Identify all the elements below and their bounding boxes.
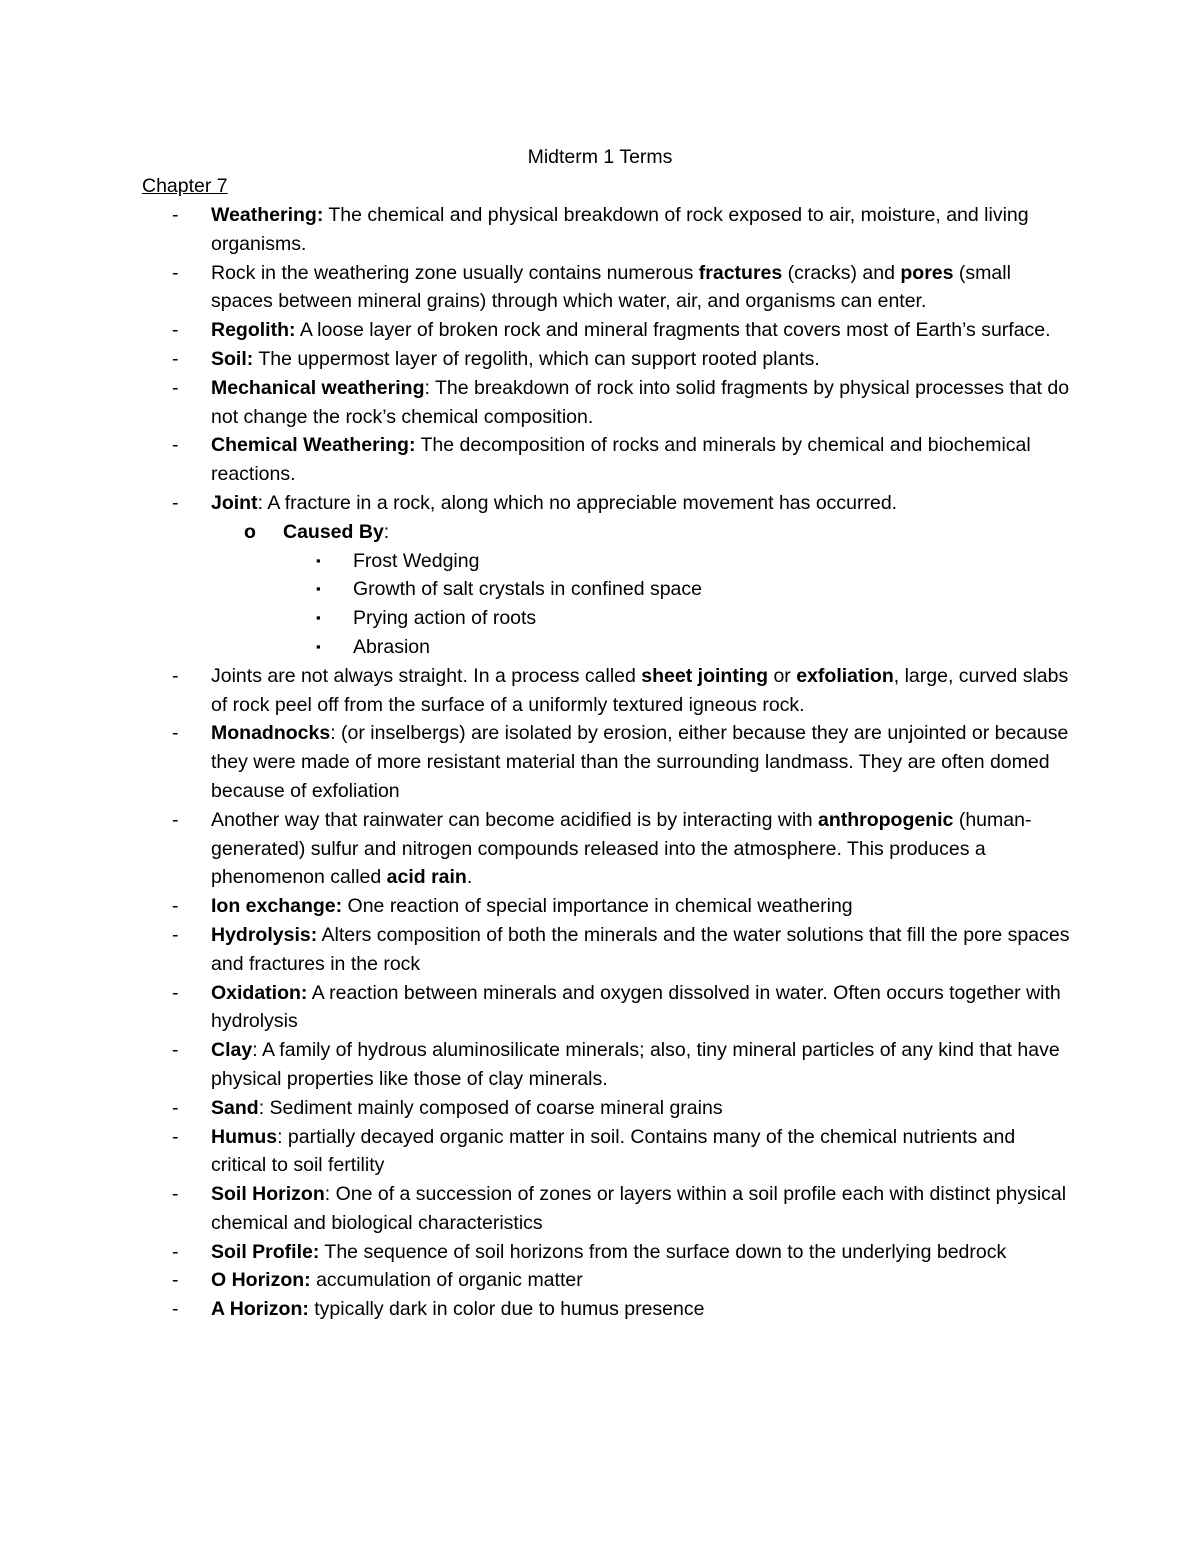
list-item [0,1180,1200,1238]
dash-bullet: - [172,319,179,342]
term-definition: typically dark in color due to humus presence [308,1298,705,1321]
item-text [211,201,1071,259]
item-text [211,1266,1071,1295]
square-bullet: ▪ [316,610,321,626]
text-segment: (human-generated) sulfur and nitrogen compounds released into the atmosphere. This produces a phenomenon called [211,808,1032,889]
dash-bullet: - [172,923,179,946]
term-definition: : The breakdown of rock into solid fragments by physical processes that do not change the rock’s chemical composition. [211,376,1070,428]
term-label: Monadnocks [211,722,331,745]
circle-bullet: o [244,520,256,543]
dash-bullet: - [172,981,179,1004]
item-text [211,316,1071,345]
term-label: Oxidation: [211,981,308,1004]
list-item [0,489,1200,518]
item-text [211,806,1071,892]
list-item [0,979,1200,1037]
item-text: Frost Wedging [353,549,480,572]
list-item [0,201,1200,259]
bold-term: anthropogenic [817,808,954,831]
dash-bullet: - [172,347,179,370]
item-text [211,489,1071,518]
item-text [211,431,1071,489]
chapter-heading: Chapter 7 [142,175,228,197]
term-definition: One reaction of special importance in chemical weathering [342,895,853,918]
dash-bullet: - [172,491,179,514]
square-bullet: ▪ [316,638,321,654]
list-item [0,1295,1200,1324]
term-label: Soil Horizon [211,1183,325,1206]
term-definition: The decomposition of rocks and minerals by chemical and biochemical reactions. [211,434,1031,486]
item-text [211,662,1071,720]
text-segment: (cracks) and [782,261,901,284]
item-text [211,1123,1071,1181]
dash-bullet: - [172,376,179,399]
list-item [0,719,1200,805]
item-text [211,1036,1071,1094]
text-segment: . [466,866,473,889]
list-item [0,662,1200,720]
dash-bullet: - [172,1096,179,1119]
bold-term: acid rain [386,866,467,889]
item-text [211,892,1071,921]
dash-bullet: - [172,434,179,457]
dash-bullet: - [172,1183,179,1206]
term-list [0,201,1200,1324]
term-definition: : A fracture in a rock, along which no appreciable movement has occurred. [257,491,898,514]
item-text: Growth of salt crystals in confined space [353,578,702,601]
item-text [211,921,1071,979]
term-definition: The uppermost layer of regolith, which can support rooted plants. [253,347,820,370]
item-text: Prying action of roots [353,607,537,630]
list-item [0,1238,1200,1267]
term-definition: The chemical and physical breakdown of rock exposed to air, moisture, and living organisms. [211,204,1029,255]
item-text [211,979,1071,1037]
list-item [0,316,1200,345]
term-definition: A reaction between minerals and oxygen dissolved in water. Often occurs together with hydrolysis [211,981,1061,1033]
item-text [211,1295,1071,1324]
dash-bullet: - [172,1269,179,1292]
bold-term: fractures [698,261,783,284]
square-bullet: ▪ [316,581,321,597]
text-segment: Joints are not always straight. In a process called [211,664,642,687]
term-label: Caused By [283,520,384,543]
dash-bullet: - [172,664,179,687]
term-definition: : A family of hydrous aluminosilicate minerals; also, tiny mineral particles of any kind that have physical properties like those of clay minerals. [211,1039,1060,1090]
list-item [0,1094,1200,1123]
bold-term: pores [900,261,954,284]
term-label: O Horizon: [211,1269,311,1292]
text-segment: or [768,664,797,687]
term-label: Soil Profile: [211,1240,320,1263]
term-definition: : (or inselbergs) are isolated by erosion, either because they are unjointed or because they were made of more resistant material than the surrounding landmass. They are often domed because of exfoliation [211,722,1069,802]
sub-sub-list-item [0,604,1200,633]
term-label: Humus [211,1125,278,1148]
dash-bullet: - [172,204,179,226]
list-item [0,1123,1200,1181]
term-label: Clay [211,1039,253,1062]
dash-bullet: - [172,1240,179,1263]
item-text [211,1094,1071,1123]
term-label: Soil: [211,347,254,370]
list-item [0,1266,1200,1295]
list-item [0,892,1200,921]
list-item [0,374,1200,432]
term-definition: accumulation of organic matter [310,1269,583,1292]
term-definition: A loose layer of broken rock and mineral fragments that covers most of Earth’s surface. [295,319,1051,342]
list-item [0,1036,1200,1094]
item-text [283,518,1063,547]
term-label: A Horizon: [211,1298,309,1321]
dash-bullet: - [172,722,179,745]
term-label: Mechanical weathering [211,376,425,399]
item-text [211,259,1071,317]
term-definition: The sequence of soil horizons from the surface down to the underlying bedrock [319,1240,1007,1263]
list-item [0,431,1200,489]
sub-sub-list-item [0,547,1200,576]
list-item [0,921,1200,979]
term-label: Regolith: [211,319,296,342]
item-text [211,345,1071,374]
sub-list-item [0,518,1200,547]
term-definition: : partially decayed organic matter in soil. Contains many of the chemical nutrients and critical to soil fertility [211,1125,1016,1177]
square-bullet: ▪ [316,552,321,568]
item-text [211,374,1071,432]
item-text [211,1238,1071,1267]
bold-term: exfoliation [796,664,894,687]
document-title: Midterm 1 Terms [527,146,673,168]
sub-sub-list-item [0,633,1200,662]
term-definition: : One of a succession of zones or layers within a soil profile each with distinct physical chemical and biological characteristics [211,1183,1067,1234]
dash-bullet: - [172,808,179,831]
term-label: Sand [211,1096,259,1119]
dash-bullet: - [172,261,179,284]
text-segment: Rock in the weathering zone usually contains numerous [211,261,699,284]
list-item [0,806,1200,892]
bold-term: sheet jointing [641,664,769,687]
list-item [0,259,1200,317]
dash-bullet: - [172,895,179,918]
term-definition: : Sediment mainly composed of coarse mineral grains [258,1096,723,1119]
item-text [211,1180,1071,1238]
sub-sub-list-item [0,575,1200,604]
list-item [0,345,1200,374]
term-label: Chemical Weathering: [211,434,416,457]
term-label: Ion exchange: [211,895,343,918]
dash-bullet: - [172,1298,179,1321]
item-text [211,719,1071,805]
item-text: Abrasion [353,635,430,658]
text-segment: (small spaces between mineral grains) through which water, air, and organisms can enter. [211,261,1011,313]
term-definition: Alters composition of both the minerals and the water solutions that fill the pore spaces and fractures in the rock [211,923,1070,975]
dash-bullet: - [172,1125,179,1148]
term-label: Hydrolysis: [211,923,318,946]
text-segment: Another way that rainwater can become acidified is by interacting with [211,808,818,831]
term-label: Joint [211,491,258,514]
dash-bullet: - [172,1039,179,1062]
text-segment: , large, curved slabs of rock peel off from the surface of a uniformly textured igneous rock. [211,664,1069,716]
term-definition: : [383,520,390,543]
term-label: Weathering: [211,204,324,226]
